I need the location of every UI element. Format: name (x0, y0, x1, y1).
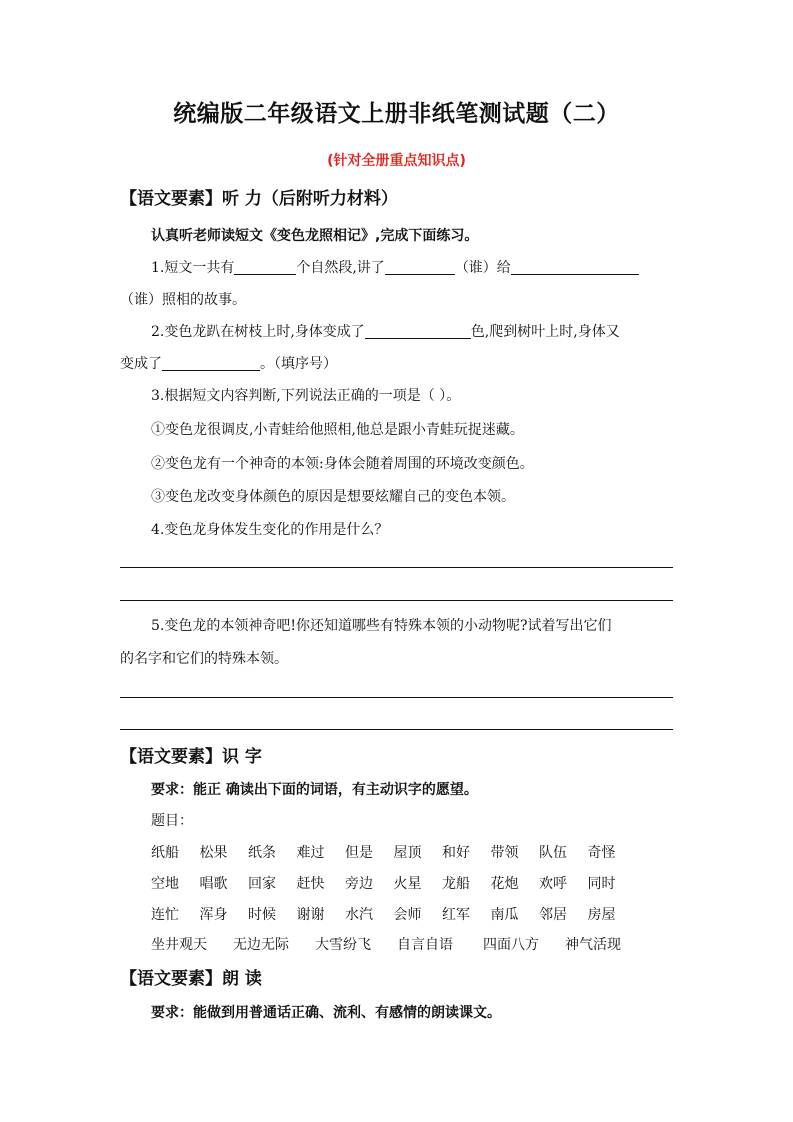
idiom-row (151, 934, 647, 954)
vocabulary-word: 南瓜 (490, 907, 519, 923)
vocabulary-word: 红军 (442, 907, 470, 923)
question-1-line1 (151, 257, 639, 277)
vocabulary-word: 唱歌 (199, 876, 228, 892)
question-5-line2: 的名字和它们的特殊本领。 (120, 651, 288, 667)
q2-blank-leaf-color[interactable] (162, 355, 260, 371)
question-5-line1: 5.变色龙的本领神奇吧!你还知道哪些有特殊本领的小动物呢?试着写出它们 (151, 618, 612, 634)
vocabulary-word: 水汽 (345, 907, 373, 923)
question-3-option-2: ②变色龙有一个神奇的本领:身体会随着周围的环境改变颜色。 (151, 456, 534, 472)
vocabulary-word: 奇怪 (587, 845, 616, 861)
page-title: 统编版二年级语文上册非纸笔测试题（二） (173, 101, 620, 127)
q2-text-b: 色,爬到树叶上时,身体又 (470, 324, 620, 340)
question-4: 4.变色龙身体发生变化的作用是什么？ (151, 522, 389, 538)
vocabulary-row (151, 904, 636, 924)
vocabulary-row (151, 873, 636, 893)
vocabulary-word: 纸条 (248, 845, 276, 861)
vocabulary-word: 队伍 (539, 845, 567, 861)
vocabulary-row (151, 842, 636, 862)
literacy-requirement: 要求：能正 确读出下面的词语，有主动识字的愿望。 (151, 782, 478, 798)
q1-blank-paragraphs[interactable] (234, 259, 296, 275)
vocabulary-word: 会师 (393, 907, 422, 923)
vocabulary-word: 难过 (296, 845, 325, 861)
q1-text-c: （谁）给 (454, 260, 511, 276)
q1-blank-who-1[interactable] (385, 259, 455, 275)
listening-instruction: 认真听老师读短文《变色龙照相记》,完成下面练习。 (151, 228, 479, 244)
vocabulary-word: 花炮 (490, 876, 519, 892)
q2-text-d: 。（填序号） (260, 356, 337, 372)
section-heading-listening: 【语文要素】听 力（后附听力材料） (120, 189, 398, 209)
vocabulary-word: 但是 (345, 845, 373, 861)
vocabulary-word: 龙船 (442, 876, 470, 892)
vocabulary-word: 连忙 (151, 907, 179, 923)
section-heading-reading: 【语文要素】朗 读 (120, 969, 262, 989)
vocabulary-word: 同时 (587, 876, 616, 892)
q5-answer-line-2[interactable] (120, 729, 673, 730)
q4-answer-line-2[interactable] (120, 600, 673, 601)
q4-answer-line-1[interactable] (120, 567, 673, 568)
q5-answer-line-1[interactable] (120, 697, 673, 698)
vocabulary-word: 谢谢 (296, 907, 325, 923)
vocabulary-word: 屋顶 (393, 845, 422, 861)
q1-blank-who-2[interactable] (511, 259, 639, 275)
vocabulary-word: 纸船 (151, 845, 179, 861)
vocabulary-word: 空地 (151, 876, 179, 892)
section-heading-literacy: 【语文要素】识 字 (120, 747, 262, 767)
idiom: 无边无际 (233, 937, 289, 953)
q1-text-a: 1.短文一共有 (151, 260, 235, 276)
q2-text-c: 变成了 (120, 356, 162, 372)
vocabulary-word: 和好 (442, 845, 470, 861)
question-2-line2 (120, 353, 337, 373)
vocabulary-word: 回家 (248, 876, 276, 892)
vocabulary-word: 火星 (393, 876, 422, 892)
q1-text-b: 个自然段,讲了 (296, 260, 385, 276)
idiom: 神气活现 (565, 937, 621, 953)
question-2-line1 (151, 321, 620, 341)
q2-text-a: 2.变色龙趴在树枝上时,身体变成了 (151, 324, 365, 340)
literacy-prompt: 题目： (151, 813, 193, 829)
vocabulary-word: 旁边 (345, 876, 373, 892)
idiom: 自言自语 (397, 937, 453, 953)
vocabulary-word: 带领 (490, 845, 519, 861)
vocabulary-word: 浑身 (199, 907, 228, 923)
page-subtitle: (针对全册重点知识点) (327, 153, 466, 169)
question-3-option-1: ①变色龙很调皮,小青蛙给他照相,他总是跟小青蛙玩捉迷藏。 (151, 422, 524, 438)
reading-requirement: 要求：能做到用普通话正确、流利、有感情的朗读课文。 (151, 1005, 501, 1021)
question-3-stem: 3.根据短文内容判断,下列说法正确的一项是（ ）。 (151, 388, 461, 404)
q1-text-d: （谁）照相的故事。 (120, 292, 246, 308)
vocabulary-word: 房屋 (587, 907, 616, 923)
vocabulary-word: 邻居 (539, 907, 567, 923)
vocabulary-word: 赶快 (296, 876, 325, 892)
idiom: 大雪纷飞 (315, 937, 371, 953)
vocabulary-word: 时候 (248, 907, 276, 923)
idiom: 四面八方 (483, 937, 539, 953)
vocabulary-word: 松果 (199, 845, 228, 861)
question-3-option-3: ③变色龙改变身体颜色的原因是想要炫耀自己的变色本领。 (151, 489, 515, 505)
vocabulary-word: 欢呼 (539, 876, 567, 892)
idiom: 坐井观天 (151, 937, 207, 953)
q2-blank-branch-color[interactable] (365, 323, 471, 339)
